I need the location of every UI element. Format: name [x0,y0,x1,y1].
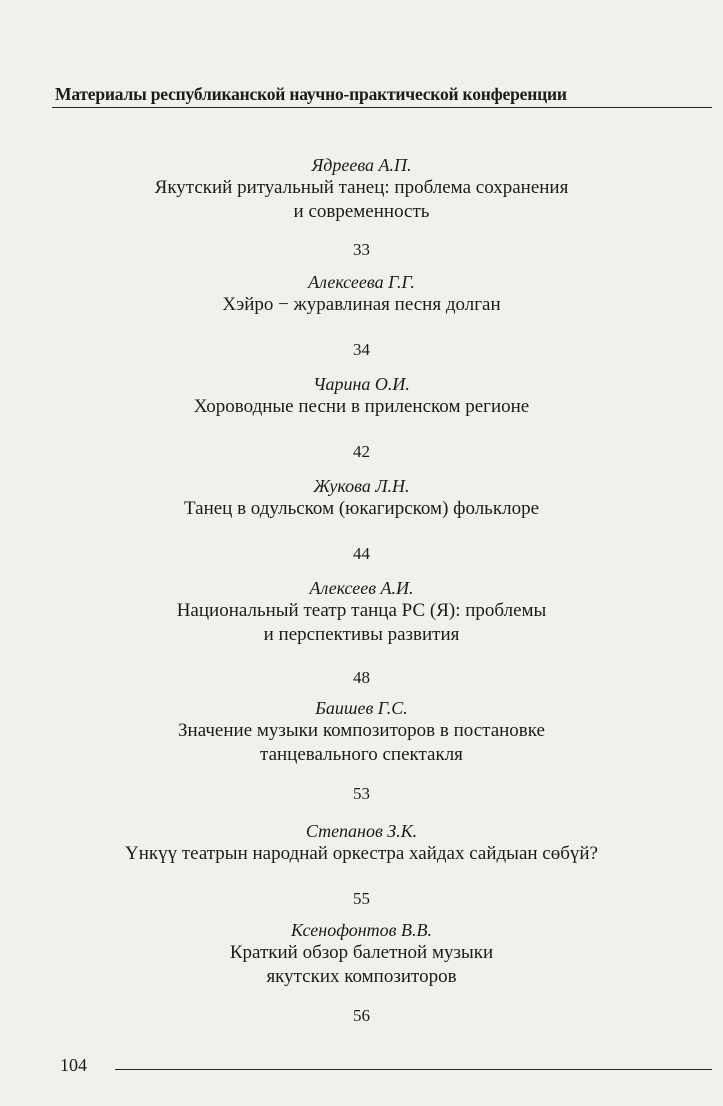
toc-entry [0,919,723,989]
toc-entry [0,577,723,647]
entry-title-line: Хэйро − журавлиная песня долган [222,294,501,315]
entry-page-number: 42 [353,442,370,461]
page-folio: 104 [60,1055,87,1075]
entry-title-line: и современность [293,201,430,222]
entry-author: Баишев Г.С. [315,698,408,718]
header-rule [52,107,712,108]
entry-author: Чарина О.И. [313,374,410,394]
entry-page-number: 56 [353,1006,370,1025]
toc-entry [0,697,723,767]
entry-title-line: Якутский ритуальный танец: проблема сохранения [154,177,569,198]
entry-author: Алексеев А.И. [309,578,414,598]
entry-page-number: 44 [353,544,370,563]
entry-author: Степанов З.К. [305,821,418,841]
toc-entry [0,373,723,419]
toc-entry [0,271,723,317]
entry-page-number: 48 [353,668,370,687]
entry-page-number: 33 [353,240,370,259]
entry-title-line: Танец в одульском (юкагирском) фольклоре [184,498,539,519]
entry-title-line: и перспективы развития [263,624,460,645]
entry-page-number: 34 [353,340,370,359]
entry-title-line: Значение музыки композиторов в постановке [178,720,545,741]
entry-page-number: 55 [353,889,370,908]
entry-title-line: якутских композиторов [266,966,457,987]
entry-author: Ядреева А.П. [311,155,412,175]
footer-rule [115,1069,712,1070]
entry-title-line: Хороводные песни в приленском регионе [193,396,530,417]
entry-author: Ксенофонтов В.В. [291,920,432,940]
toc-entry [0,475,723,521]
toc-entry [0,154,723,224]
entry-page-number: 53 [353,784,370,803]
entry-title-line: Краткий обзор балетной музыки [229,942,494,963]
entry-author: Алексеева Г.Г. [308,272,415,292]
entry-title-line: Национальный театр танца РС (Я): проблемы [176,600,547,621]
running-header: Материалы республиканской научно-практической конференции [55,84,567,104]
entry-author: Жукова Л.Н. [313,476,410,496]
entry-title-line: танцевального спектакля [260,744,463,765]
toc-entry [0,820,723,866]
entry-title-line: Үнкүү театрын народнай оркестра хайдах сайдыан сөбүй? [124,843,598,864]
